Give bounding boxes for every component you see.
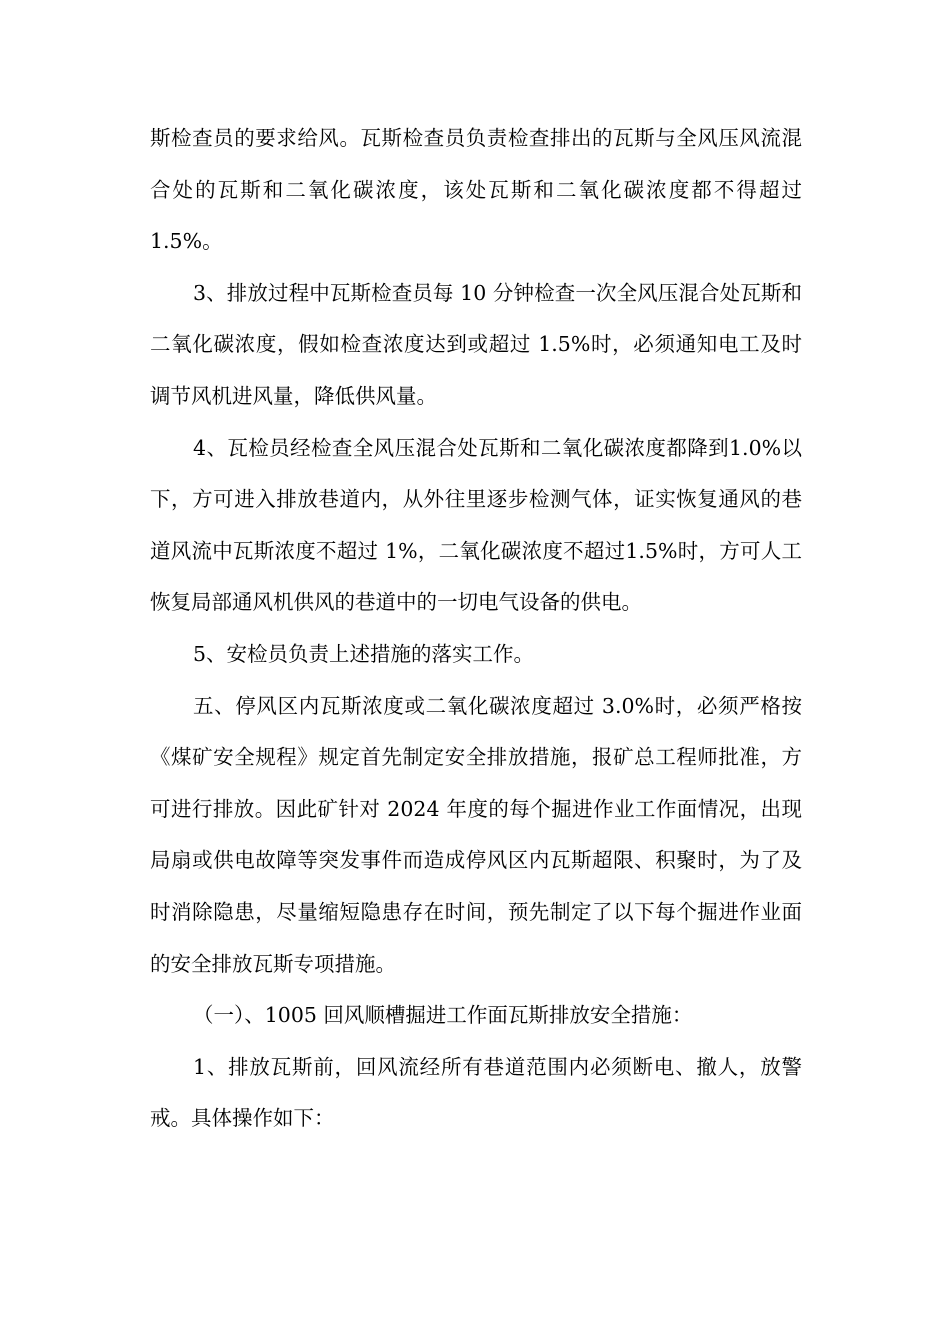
- paragraph-item-4: 4、瓦检员经检查全风压混合处瓦斯和二氧化碳浓度都降到1.0%以下，方可进入排放巷道内，从外往里逐步检测气体，证实恢复通风的巷道风流中瓦斯浓度不超过 1%，二氧化碳浓度不超过1.5%时，方可人工恢复局部通风机供风的巷道中的一切电气设备的供电。: [150, 435, 802, 615]
- subsection-heading-1: （一）、1005 回风顺槽掘进工作面瓦斯排放安全措施：: [193, 1003, 693, 1028]
- paragraph-item-1: 1、排放瓦斯前，回风流经所有巷道范围内必须断电、撤人，放警戒。具体操作如下：: [150, 1054, 802, 1131]
- paragraph-continuation: 斯检查员的要求给风。瓦斯检查员负责检查排出的瓦斯与全风压风流混合处的瓦斯和二氧化碳浓度，该处瓦斯和二氧化碳浓度都不得超过 1.5%。: [150, 126, 802, 254]
- document-body: [150, 113, 802, 1145]
- paragraph-item-5: 5、安检员负责上述措施的落实工作。: [193, 641, 535, 666]
- paragraph-item-3: 3、排放过程中瓦斯检查员每 10 分钟检查一次全风压混合处瓦斯和二氧化碳浓度，假如检查浓度达到或超过 1.5%时，必须通知电工及时调节风机进风量，降低供风量。: [150, 280, 802, 408]
- paragraph-section-5: 五、停风区内瓦斯浓度或二氧化碳浓度超过 3.0%时，必须严格按《煤矿安全规程》规定首先制定安全排放措施，报矿总工程师批准，方可进行排放。因此矿针对 2024 年度的每个掘进作业工作面情况，出现局扇或供电故障等突发事件而造成停风区内瓦斯超限、积聚时，为了及时消除隐患，尽量缩短隐患存在时间，预先制定了以下每个掘进作业面的安全排放瓦斯专项措施。: [150, 693, 802, 976]
